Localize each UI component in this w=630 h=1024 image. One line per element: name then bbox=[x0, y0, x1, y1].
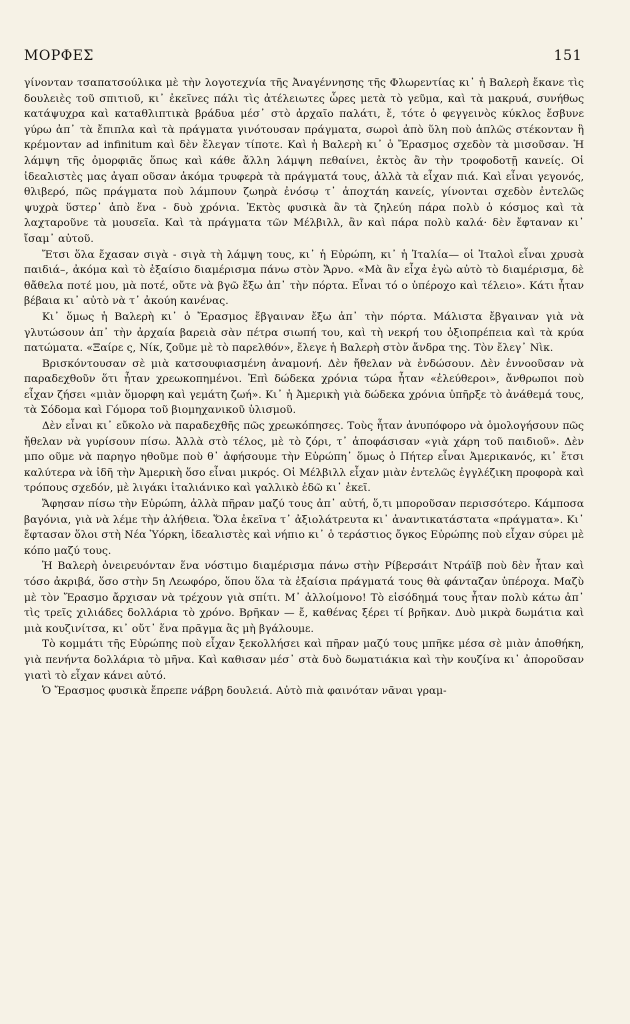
running-title: ΜΟΡΦΕΣ bbox=[24, 48, 94, 64]
paragraph: Ἄφησαν πίσω τὴν Εὐρώπη, ἀλλὰ πῆραν μαζύ τους ἀπ᾽ αὐτή, ὅ,τι μποροῦσαν περισσότερο. Κάμποσα βαγόνια, γιὰ νὰ λέμε τὴν ἀλήθεια. Ὅλα ἐκεῖνα τ᾽ ἀξιολάτρευτα κι᾽ ἀναντικατάστατα «πράγματα». Κι᾽ ἔφτασαν ὅλοι στὴ Νέα Ὑόρκη, ἰδεαλιστὲς καὶ νήπιο κι᾽ ὁ τεράστιος ὄγκος Εὐρώπης ποὺ εἶχαν σύρει μὲ κόπο μαζύ τους. bbox=[24, 498, 584, 557]
page-number: 151 bbox=[553, 48, 582, 64]
paragraph: Ἡ Βαλερὴ ὀνειρευόνταν ἕνα νόστιμο διαμέρισμα πάνω στὴν Ρίβερσάιτ Ντράϊβ ποὺ δὲν ἦταν καὶ τόσο ἀκριβά, ὅσο στὴν 5η Λεωφόρο, ὅπου ὅλα τὰ ἐξαίσια πράγματά τους θὰ φάνταζαν ὑπέροχα. Μαζὺ μὲ τὸν Ἔρασμο ἄρχισαν νὰ τρέχουν γιὰ σπίτι. Μ᾽ ἀλλοίμονο! Τὸ εἰσόδημά τους ἦταν πολὺ κάτω ἀπ᾽ τὶς τρεῖς χιλιάδες δολλάρια τὸ χρόνο. Βρῆκαν — ἔ, καθένας ξέρει τί βρῆκαν. Δυὸ μικρὰ δωμάτια καὶ μιὰ κουζινίτσα, κι᾽ οὔτ᾽ ἕνα πρᾶγμα ἂς μὴ βγάλουμε. bbox=[24, 560, 584, 635]
running-header bbox=[24, 48, 582, 64]
page-body bbox=[24, 76, 584, 700]
paragraph: Τὸ κομμάτι τῆς Εὐρώπης ποὺ εἶχαν ξεκολλήσει καὶ πῆραν μαζύ τους μπῆκε μέσα σὲ μιὰν ἀποθήκη, γιὰ πενήντα δολλάρια τὸ μῆνα. Καὶ καθισαν μέσ᾽ στὰ δυὸ δωματιάκια καὶ τὴν κουζίνα κι᾽ ἀποροῦσαν γιατὶ τὸ εἶχαν κάνει αὐτό. bbox=[24, 638, 584, 682]
paragraph: Βρισκόντουσαν σὲ μιὰ κατσουφιασμένη ἀναμονή. Δὲν ἤθελαν νὰ ἐνδώσουν. Δὲν ἐννοοῦσαν νὰ παραδεχθοῦν ὅτι ἦταν χρεωκοπημένοι. Ἐπὶ δώδεκα χρόνια τώρα ἦταν «ἐλεύθεροι», ἄνθρωποι ποὺ εἶχαν ζήσει «μιὰν ὅμορφη καὶ γεμάτη ζωή». Κι᾽ ἡ Ἀμερικὴ γιὰ δώδεκα χρόνια ὑπῆρξε τὸ ἀνάθεμά τους, τὰ Σόδομα καὶ Γόμορα τοῦ βιομηχανικοῦ ὑλισμοῦ. bbox=[24, 357, 584, 417]
paragraph: Κι᾽ ὅμως ἡ Βαλερὴ κι᾽ ὁ Ἔρασμος ἔβγαιναν ἔξω ἀπ᾽ τὴν πόρτα. Μάλιστα ἔβγαιναν γιὰ νὰ γλυτώσουν ἀπ᾽ τὴν ἀρχαία βαρειὰ σὰν πέτρα σιωπή του, καὶ τὴ νεκρή του ὀξιοπρέπεια καὶ τὰ κρύα πατώματα. «Ξαίρε ς, Νίκ, ζοῦμε μὲ τὸ παρελθόν», ἔλεγε ἡ Βαλερὴ στὸν ἄνδρα της. Τὸν ἔλεγ᾽ Νὶκ. bbox=[24, 310, 584, 355]
paragraph: Ἔτσι ὅλα ἔχασαν σιγὰ - σιγὰ τὴ λάμψη τους, κι᾽ ἡ Εὐρώπη, κι᾽ ἡ Ἰταλία— οἱ Ἰταλοὶ εἶναι χρυσὰ παιδιά–, ἀκόμα καὶ τὸ ἐξαίσιο διαμέρισμα πάνω στὸν Ἄρνο. «Μὰ ἂν εἶχα ἐγὼ αὐτὸ τὸ διαμέρισμα, δὲ θἄθελα ποτέ μου, μὰ ποτέ, οὔτε νὰ βγῶ ἔξω ἀπ᾽ τὴν πόρτα. Εἶναι τό ο ὑπέροχο καὶ τέλειο». Κάτι ἦταν βέβαια κι᾽ αὐτὸ νὰ τ᾽ ἀκούη κανένας. bbox=[24, 248, 584, 308]
paragraph: Ὁ Ἔρασμος φυσικὰ ἔπρεπε νάβρη δουλειά. Αὐτὸ πιὰ φαινόταν νᾶναι γραμ- bbox=[42, 685, 447, 698]
paragraph: γίνονταν τσαπατσούλικα μὲ τὴν λογοτεχνία τῆς Ἀναγέννησης τῆς Φλωρεντίας κι᾽ ἡ Βαλερὴ ἔκανε τὶς δουλειὲς τοῦ σπιτιοῦ, κι᾽ ἐκεῖνες πάλι τὶς ἀτέλειωτες ὧρες μετὰ τὸ γεῦμα, καὶ τὰ μακρυά, συνήθως κατάψυχρα καὶ καταθλιπτικὰ βράδυα μέσ᾽ στὸ ἀρχαῖο παλάτι, ἔ, τότε ὁ φεγγεινὸς κύκλος ἔσβυνε γύρω ἀπ᾽ τὰ ἔπιπλα καὶ τὰ πράγματα γινότουσαν πράγματα, σωροὶ ἀπὸ ὕλη ποὺ ἁπλῶς στέκονταν ἢ κρέμονταν ad infinitum καὶ δὲν ἔλεγαν τίποτε. Καὶ ἡ Βαλερὴ κι᾽ ὁ Ἔρασμος σχεδὸν τὰ μισοῦσαν. Ἡ λάμψη τῆς ὀμορφιᾶς ὅπως καὶ κάθε ἄλλη λάμψη πεθαίνει, ἐκτὸς ἂν τὴν τροφοδοτῇ κανείς. Οἱ ἰδεαλιστὲς μας ἀγαπ οῦσαν ἀκόμα τρυφερὰ τὰ πράγματά τους, ἀλλὰ τὰ εἶχαν πιά. Καὶ εἶναι γεγονός, θλιβερό, πῶς πράγματα ποὺ λάμπουν ζωηρὰ ἐνόσῳ τ᾽ ἀποχτάη κανείς, γίνονται σχεδὸν ἐντελῶς ψυχρὰ ὕστερ᾽ ἀπὸ ἕνα - δυὸ χρόνια. Ἐκτὸς φυσικὰ ἂν τὰ ζηλεύη πάρα πολὺ ὁ κόσμος καὶ τὰ λαχταροῦνε τὰ μουσεῖα. Καὶ τὰ πράγματα τῶν Μέλβιλλ, ἂν καὶ πάρα πολὺ καλά· δὲν ἔφταναν κι᾽ ἴσαμ᾽ αὐτοῦ. bbox=[24, 77, 584, 245]
paragraph: Δὲν εἶναι κι᾽ εὔκολο νὰ παραδεχθῆς πῶς χρεωκόπησες. Τοὺς ἦταν ἀνυπόφορο νὰ ὁμολογήσουν πῶς ἤθελαν νὰ γυρίσουν πίσω. Ἀλλὰ στὸ τέλος, μὲ τὸ ζόρι, τ᾽ ἀποφάσισαν «γιὰ χάρη τοῦ παιδιοῦ». Δὲν μπο οῦμε νὰ παρηγο ηθοῦμε ποὺ θ᾽ ἀφήσουμε τὴν Εὐρώπη᾽ ὅμως ὁ Πήτερ εἶναι Ἀμερικανός, κι᾽ ἔτσι καλύτερα νὰ ἰδῆ τὴν Ἀμερικὴ ὅσο εἶναι μικρός. Οἱ Μέλβιλλ εἶχαν μιὰν ἐντελῶς ἐγγλέζικη προφορὰ καὶ τρόπους σχεδόν, μὲ λιγάκι ἰταλιάνικο καὶ γαλλικὸ ἐδῶ κι᾽ ἐκεῖ. bbox=[24, 420, 584, 495]
